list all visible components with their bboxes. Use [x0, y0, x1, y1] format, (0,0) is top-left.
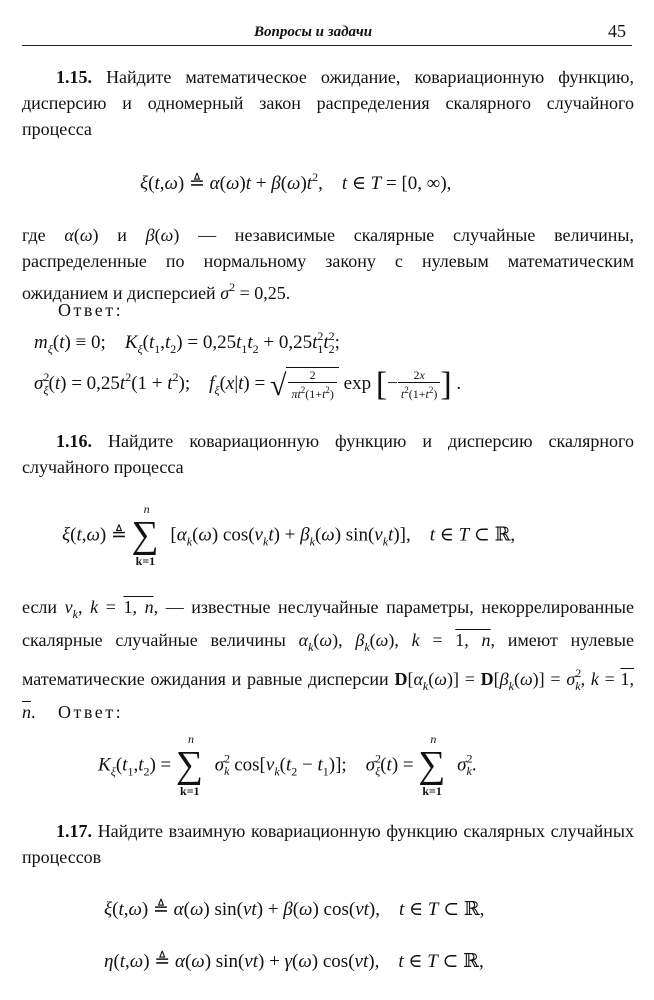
if-word: если — [22, 597, 58, 617]
conditions-text: — независимые скалярные случайные величины, распределенные по нормальному закону с нулевым математическим ожиданием и дисперсией — [22, 225, 635, 303]
problem-text: Найдите ковариационную функцию и дисперсию скалярного случайного процесса — [22, 431, 634, 477]
problem-1-15-statement — [22, 64, 634, 142]
conditions-text: — известные неслучайные параметры, некоррелированные скалярные случайные величины — [22, 597, 635, 650]
answer-label: Ответ: — [58, 300, 124, 320]
running-header — [22, 18, 632, 48]
answer-1-15-line1: $m_\xi(t) \equiv 0$; $K_\xi(t_1,t_2) = 0,25t_1t_2 + 0,25t^2_1t^2_2$; — [34, 329, 340, 356]
problem-number: 1.15. — [56, 67, 92, 87]
page-number: 45 — [608, 21, 626, 41]
answer-1-15-line2: $\sigma^2_\xi(t) = 0,25t^2(1 + t^2)$; $f_\xi(x|t)$ = √ $\frac{2}{\pi t^2(1+t^2)}$ exp [− $\frac{2x}{t^2(1+t^2)}$ ] . — [34, 366, 462, 403]
formula-1-15: ξ(t,ω) ≜ $\alpha(\omega)t + \beta(\omega)t^2$, t ∈ T = [0, ∞), — [140, 170, 452, 194]
problem-1-15-conditions: где α(ω) и β(ω) — независимые скалярные случайные величины, распределенные по нормальному закону с нулевым математическим ожиданием и дисперсией $\sigma^2 = 0,25$. — [22, 225, 635, 303]
conditions-text-2: имеют нулевые математические ожидания и равные дисперсии — [22, 630, 635, 689]
and-word: и — [117, 225, 127, 245]
formula-1-16: ξ(t,ω) ≜ n ∑ k=1 [$\alpha_k(\omega) \cos(\nu_kt) + \beta_k(\omega)$ $\sin(\nu_kt)$], t ∈ T ⊂ ℝ, — [62, 502, 516, 568]
header-rule — [22, 45, 632, 46]
answer-1-16: $K_\xi(t_1,t_2)$ = n ∑ k=1 $\sigma^2_k$ $\cos[\nu_k(t_2 - t_1)]$; $\sigma^2_\xi(t)$ = n ∑ k=1 $\sigma^2_k$. — [98, 732, 477, 798]
problem-number: 1.17. — [56, 821, 92, 841]
problem-1-16-conditions: если $\nu_k$, k = 1, n, — известные неслучайные параметры, некоррелированные скалярные случайные величины $\alpha_k(\omega)$, $\beta_k(\omega)$, k = 1, n, имеют нулевые математические ожидания и равные дисперсии $D[\alpha_k(\omega)] = D[\beta_k(\omega)] = \sigma^2_k$, k = 1, n. — [22, 597, 635, 722]
problem-1-16-statement — [22, 428, 634, 480]
where-word: где — [22, 225, 46, 245]
problem-text: Найдите взаимную ковариационную функцию скалярных случайных процессов — [22, 821, 635, 867]
problem-text: Найдите математическое ожидание, ковариационную функцию, дисперсию и одномерный закон распределения скалярного случайного процесса — [22, 67, 634, 139]
problem-1-17-statement — [22, 818, 634, 870]
formula-1-17-xi: ξ(t,ω) ≜ α(ω) sin(νt) + β(ω) cos(νt), t ∈ T ⊂ ℝ, — [104, 899, 485, 920]
problem-number: 1.16. — [56, 431, 92, 451]
header-title: Вопросы и задачи — [254, 24, 373, 40]
answer-label: Ответ: — [58, 702, 124, 722]
formula-1-17-eta: η(t,ω) ≜ α(ω) sin(νt) + γ(ω) cos(νt), t ∈ T ⊂ ℝ, — [104, 951, 484, 972]
